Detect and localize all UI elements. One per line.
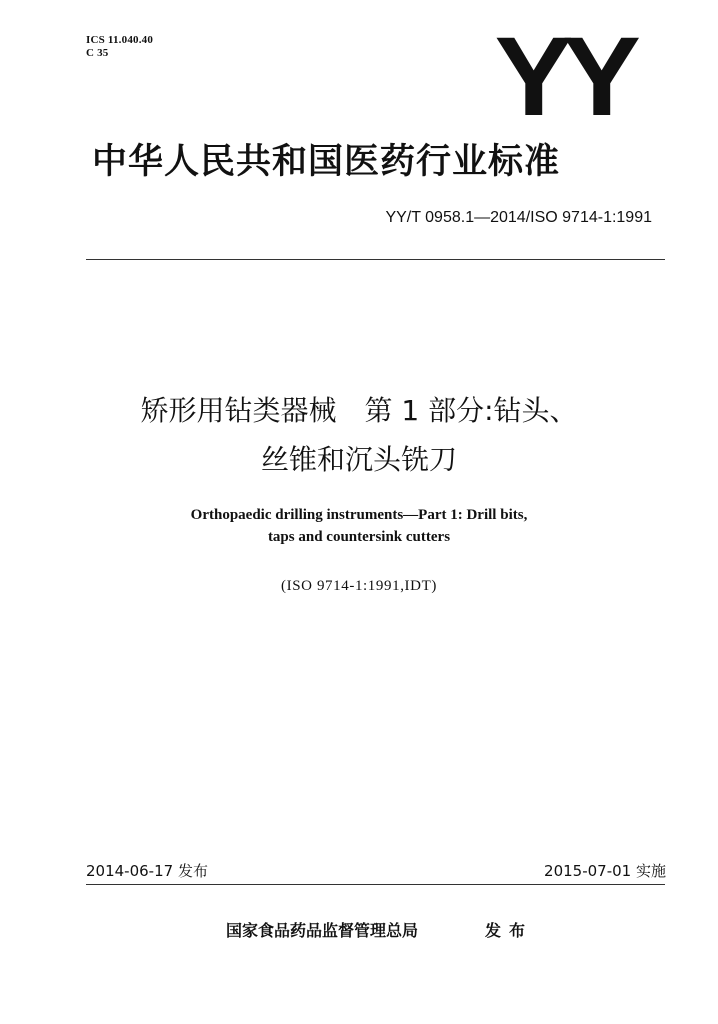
yy-logo: YY (494, 14, 630, 139)
top-divider (86, 259, 665, 260)
english-title-line-1: Orthopaedic drilling instruments—Part 1: Drill bits, (190, 507, 528, 523)
ccs-code: C 35 (86, 47, 109, 59)
implementation-date: 2015-07-01 实施 (544, 862, 666, 880)
standard-type-title: 中华人民共和国医药行业标准 (92, 142, 561, 182)
english-title-line-2: taps and countersink cutters (267, 529, 451, 545)
chinese-title-line-2: 丝锥和沉头铣刀 (260, 443, 457, 476)
issuing-authority: 国家食品药品监督管理总局 (226, 921, 419, 940)
ics-code: ICS 11.040.40 (86, 34, 154, 46)
bottom-divider (86, 884, 665, 885)
issuing-action: 发布 (485, 921, 534, 940)
chinese-title-line-1: 矫形用钻类器械 第 1 部分:钻头、 (140, 394, 578, 427)
issue-date: 2014-06-17 发布 (86, 862, 208, 880)
iso-reference: (ISO 9714-1:1991,IDT) (281, 578, 437, 594)
standard-number: YY/T 0958.1—2014/ISO 9714-1:1991 (385, 209, 652, 226)
